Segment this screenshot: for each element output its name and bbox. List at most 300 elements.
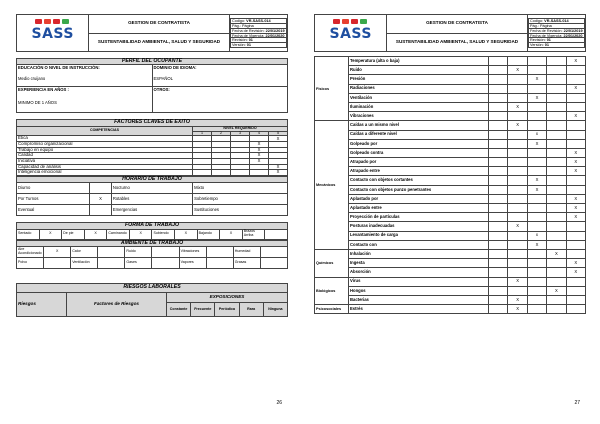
competencia-name: Compromiso organizacional — [17, 142, 193, 148]
ambiente-item: Vibraciones — [179, 247, 206, 258]
horario-cell: Diurno — [17, 183, 90, 194]
level-mark: X — [269, 164, 288, 170]
exposure-mark — [527, 286, 546, 295]
risk-row — [315, 259, 586, 268]
perfil-table — [16, 58, 288, 113]
exposure-mark: x — [527, 231, 546, 240]
risk-row — [315, 286, 586, 295]
exposure-mark — [547, 112, 566, 121]
exposure-mark — [527, 204, 546, 213]
exposure-mark — [527, 66, 546, 75]
exposure-mark — [527, 148, 546, 157]
exposure-mark — [489, 121, 508, 130]
level-col: 2 — [212, 131, 231, 136]
riesgos-col: Riesgos — [17, 293, 67, 317]
exposure-mark: X — [566, 259, 585, 268]
competencia-row — [17, 170, 288, 176]
risk-factor: Estrés — [349, 305, 489, 314]
exposure-mark: X — [508, 295, 527, 304]
idioma-value: ESPAÑOL — [153, 75, 173, 81]
risk-row — [315, 268, 586, 277]
exposure-mark — [527, 84, 546, 93]
risk-factor: Caídas a un mismo nivel — [349, 121, 489, 130]
exposure-mark — [566, 277, 585, 286]
exposure-mark — [489, 249, 508, 258]
exposure-mark — [489, 185, 508, 194]
risk-row — [315, 231, 586, 240]
otros-label: OTROS: — [153, 87, 170, 93]
forma-table — [16, 222, 288, 239]
competencias-header: COMPETENCIAS — [17, 126, 193, 136]
ambiente-title: AMBIENTE DE TRABAJO — [17, 240, 288, 246]
header-title: GESTION DE CONTRATISTA — [387, 15, 528, 34]
exposure-mark — [547, 130, 566, 139]
exposure-mark — [508, 75, 527, 84]
risk-row — [315, 305, 586, 314]
page-number: 27 — [574, 400, 580, 406]
level-mark: X — [250, 142, 269, 148]
risk-row — [315, 194, 586, 203]
ambiente-item: Humedad — [233, 247, 260, 258]
header-subtitle: SUSTENTABILIDAD AMBIENTAL, SALUD Y SEGURIDAD — [89, 33, 230, 52]
exposure-mark — [508, 57, 527, 66]
exposure-mark — [566, 130, 585, 139]
exposure-mark — [566, 121, 585, 130]
risk-factor: Contacto con — [349, 240, 489, 249]
level-mark — [193, 170, 212, 176]
risk-factor: Presión — [349, 75, 489, 84]
horario-mark: X — [90, 194, 112, 205]
forma-mark: X — [84, 229, 107, 239]
risk-factor: Aplastado por — [349, 194, 489, 203]
header-meta: Codigo: VR-SASS-014 Pág.: Página Fecha de Revisión: 22/01/2019 Fecha de Vigencia: 22/01/2020 Revisión: 01 Versión: 01 — [232, 18, 285, 48]
exposure-mark — [527, 222, 546, 231]
horario-mark — [90, 205, 112, 216]
exposure-mark: X — [508, 222, 527, 231]
factores-table — [16, 119, 288, 175]
exposure-mark: X — [566, 268, 585, 277]
exposure-mark — [547, 93, 566, 102]
exposure-mark — [508, 167, 527, 176]
riesgos-title: RIESGOS LABORALES — [17, 284, 288, 293]
risk-row — [315, 121, 586, 130]
exposure-mark — [547, 268, 566, 277]
exposure-mark — [566, 240, 585, 249]
forma-title: FORMA DE TRABAJO — [17, 223, 288, 229]
exposure-mark — [508, 259, 527, 268]
ambiente-mark — [98, 258, 125, 269]
ambiente-item: Ruido — [125, 247, 152, 258]
level-mark: X — [250, 147, 269, 153]
exposure-mark — [547, 167, 566, 176]
exposure-mark — [489, 268, 508, 277]
exposure-mark — [508, 231, 527, 240]
nivel-header: NIVEL REQUERIDO — [193, 126, 288, 131]
level-col: 4 — [250, 131, 269, 136]
risk-row — [315, 84, 586, 93]
exposure-mark: X — [508, 277, 527, 286]
competencia-name: Trabajo en equipo — [17, 147, 193, 153]
forma-item: Sentado — [17, 229, 40, 239]
exposure-mark: X — [508, 305, 527, 314]
risk-row — [315, 249, 586, 258]
exposure-mark: X — [508, 121, 527, 130]
exposure-mark — [566, 66, 585, 75]
exposure-mark — [508, 240, 527, 249]
risk-factor: Temperatura (alta o baja) — [349, 57, 489, 66]
ambiente-item: Gases — [125, 258, 152, 269]
exposure-mark — [547, 213, 566, 222]
exposure-mark — [547, 75, 566, 84]
exposure-mark — [547, 57, 566, 66]
exposure-mark — [489, 213, 508, 222]
ambiente-mark — [206, 258, 233, 269]
risk-category: Mecánicos — [315, 121, 349, 250]
ambiente-item: Aire Acondicionado — [17, 247, 44, 258]
header-title: GESTION DE CONTRATISTA — [89, 15, 230, 34]
exposure-mark — [489, 148, 508, 157]
exposure-mark — [508, 158, 527, 167]
document-header — [16, 14, 288, 52]
risk-row — [315, 66, 586, 75]
exposure-mark — [489, 240, 508, 249]
exposure-mark — [527, 112, 546, 121]
risk-factor: Ventilación — [349, 93, 489, 102]
header-subtitle: SUSTENTABILIDAD AMBIENTAL, SALUD Y SEGURIDAD — [387, 33, 528, 52]
exposure-mark: X — [508, 102, 527, 111]
exposure-mark: X — [566, 112, 585, 121]
exposure-mark — [547, 139, 566, 148]
exposure-mark — [547, 194, 566, 203]
competencia-name: Etica — [17, 136, 193, 142]
perfil-title: PERFIL DEL OCUPANTE — [17, 59, 288, 65]
exposure-mark — [566, 295, 585, 304]
ambiente-table — [16, 240, 288, 269]
exposure-mark: X — [566, 158, 585, 167]
exposure-mark — [508, 93, 527, 102]
exposure-col: Rara — [239, 303, 263, 317]
ambiente-mark: X — [44, 247, 71, 258]
exposure-mark — [527, 194, 546, 203]
exposure-mark: x — [527, 130, 546, 139]
level-col: 3 — [231, 131, 250, 136]
risk-row — [315, 185, 586, 194]
risk-row — [315, 240, 586, 249]
sass-logo: SASS — [326, 17, 376, 47]
exposure-mark — [527, 213, 546, 222]
risk-category: Fisicos — [315, 57, 349, 121]
forma-item: Subiendo — [152, 229, 175, 239]
exposure-mark — [547, 305, 566, 314]
exposure-mark — [508, 185, 527, 194]
ambiente-item: Vapores — [179, 258, 206, 269]
risk-factor: Iluminación — [349, 102, 489, 111]
exposure-mark: X — [566, 84, 585, 93]
competencia-name: Inteligencia emocional — [17, 170, 193, 176]
exposure-mark — [547, 295, 566, 304]
exposure-mark — [489, 295, 508, 304]
exp-value: MINIMO DE 1 AÑOS — [18, 99, 57, 105]
exposure-mark: X — [566, 194, 585, 203]
ambiente-item: Calor — [71, 247, 98, 258]
document-header — [314, 14, 586, 52]
exposure-mark — [508, 204, 527, 213]
exposure-mark — [508, 213, 527, 222]
exposure-mark — [489, 231, 508, 240]
exposure-mark — [527, 295, 546, 304]
exposure-mark: X — [566, 213, 585, 222]
factores-col: Factores de Riesgos — [67, 293, 167, 317]
ambiente-mark — [152, 247, 179, 258]
horario-table — [16, 176, 288, 216]
risk-row — [315, 204, 586, 213]
exposure-mark — [566, 231, 585, 240]
exposure-mark: X — [508, 66, 527, 75]
exposure-mark — [508, 286, 527, 295]
factores-title: FACTORES CLAVES DE EXITO — [17, 120, 288, 126]
exposure-mark — [547, 185, 566, 194]
exposure-mark — [566, 286, 585, 295]
risk-factor: Radiaciones — [349, 84, 489, 93]
horario-cell: Sobretiempo — [193, 194, 288, 205]
risk-row — [315, 102, 586, 111]
exposure-mark — [547, 121, 566, 130]
risk-factor: Golpeado por — [349, 139, 489, 148]
exposure-col: Ninguna — [263, 303, 287, 317]
exposure-mark: X — [566, 167, 585, 176]
exposure-mark — [489, 194, 508, 203]
exposure-mark — [527, 158, 546, 167]
forma-item: De pie — [62, 229, 85, 239]
exposure-mark: X — [547, 286, 566, 295]
exposure-mark — [489, 259, 508, 268]
exposure-mark — [547, 204, 566, 213]
exposure-mark — [547, 240, 566, 249]
exposure-mark — [489, 66, 508, 75]
risk-row — [315, 93, 586, 102]
exposure-mark — [527, 102, 546, 111]
exposure-mark — [508, 84, 527, 93]
exposure-mark — [566, 249, 585, 258]
exposure-mark — [566, 75, 585, 84]
exposure-mark — [547, 277, 566, 286]
risk-category: Químicos — [315, 249, 349, 277]
exposure-mark — [489, 286, 508, 295]
risk-factor: Virus — [349, 277, 489, 286]
exposure-mark — [566, 102, 585, 111]
exposure-mark — [508, 176, 527, 185]
forma-mark: X — [39, 229, 62, 239]
exp-label: EXPERIENCIA EN AÑOS : — [18, 87, 69, 93]
risk-factor: Proyección de partículas — [349, 213, 489, 222]
ambiente-mark — [44, 258, 71, 269]
risk-row — [315, 158, 586, 167]
risk-factor: Caídas a diferente nivel — [349, 130, 489, 139]
exposure-mark — [527, 167, 546, 176]
exposure-mark: X — [527, 176, 546, 185]
ambiente-mark — [260, 247, 287, 258]
exposure-mark: X — [547, 249, 566, 258]
exposure-mark — [547, 222, 566, 231]
level-mark — [250, 170, 269, 176]
exposure-mark — [547, 102, 566, 111]
riesgos-table — [16, 283, 288, 317]
risk-factor: Aplastado entre — [349, 204, 489, 213]
forma-item: Caminando — [107, 229, 130, 239]
risk-factor: Contacto con objetos punzo penetrantes — [349, 185, 489, 194]
exposure-mark: X — [527, 93, 546, 102]
risk-factor: Golpeado contra — [349, 148, 489, 157]
exposiciones-header: EXPOSICIONES — [167, 293, 288, 303]
forma-mark: X — [129, 229, 152, 239]
exposure-mark — [527, 57, 546, 66]
exposure-mark — [547, 66, 566, 75]
horario-cell: Eventual — [17, 205, 90, 216]
risk-factor: Atrapado entre — [349, 167, 489, 176]
exposure-mark — [508, 194, 527, 203]
forma-mark — [265, 229, 288, 239]
exposure-mark — [508, 130, 527, 139]
exposure-mark — [489, 57, 508, 66]
ambiente-item: Grasas — [233, 258, 260, 269]
exposure-mark — [508, 249, 527, 258]
exposure-mark — [527, 259, 546, 268]
forma-item: Bajando — [197, 229, 220, 239]
ambiente-mark — [98, 247, 125, 258]
exposure-mark — [527, 305, 546, 314]
forma-item: Brazos Arriba — [242, 229, 265, 239]
edu-value: Medio cruijano — [18, 75, 46, 81]
exposure-col: Constante — [167, 303, 191, 317]
exposure-mark — [527, 249, 546, 258]
horario-cell: Mixto — [193, 183, 288, 194]
level-mark — [231, 170, 250, 176]
horario-cell: Emergencias — [111, 205, 192, 216]
horario-title: HORARIO DE TRABAJO — [17, 176, 288, 182]
page-left — [16, 14, 288, 406]
risk-row — [315, 167, 586, 176]
risk-factor: Bacterias — [349, 295, 489, 304]
exposure-mark: X — [527, 75, 546, 84]
exposure-mark — [566, 305, 585, 314]
exposure-mark — [547, 84, 566, 93]
edu-label: EDUCACIÓN O NIVEL DE INSTRUCCIÓN: — [18, 65, 100, 71]
exposure-mark — [547, 158, 566, 167]
risk-row — [315, 148, 586, 157]
exposure-mark — [566, 222, 585, 231]
risk-factor: Contacto con objetos cortantes — [349, 176, 489, 185]
exposure-mark — [489, 130, 508, 139]
exposure-mark — [489, 176, 508, 185]
level-col: 1 — [193, 131, 212, 136]
exposure-mark — [527, 121, 546, 130]
exposure-mark: X — [527, 139, 546, 148]
risk-row — [315, 130, 586, 139]
level-col: 5 — [269, 131, 288, 136]
exposure-mark — [489, 93, 508, 102]
idioma-label: DOMINIO DE IDIOMA: — [153, 65, 197, 71]
logo-cell — [17, 15, 89, 52]
ambiente-item: Polvo — [17, 258, 44, 269]
exposure-mark — [489, 277, 508, 286]
exposure-mark — [566, 139, 585, 148]
risk-row — [315, 295, 586, 304]
exposure-mark — [566, 185, 585, 194]
competencia-name: Iniciativa — [17, 158, 193, 164]
risk-factor: Hongos — [349, 286, 489, 295]
exposure-mark — [489, 167, 508, 176]
risk-category: Psicosociales — [315, 305, 349, 314]
exposure-mark — [508, 139, 527, 148]
exposure-mark: X — [566, 57, 585, 66]
exposure-mark — [489, 222, 508, 231]
level-mark: X — [269, 170, 288, 176]
horario-mark — [90, 183, 112, 194]
exposure-mark — [547, 259, 566, 268]
level-mark: X — [250, 153, 269, 159]
risk-factor: Atrapado por — [349, 158, 489, 167]
horario-cell: Nocturno — [111, 183, 192, 194]
risk-factor: Vibraciones — [349, 112, 489, 121]
exposure-mark: X — [566, 204, 585, 213]
exposure-mark — [489, 84, 508, 93]
exposure-mark — [527, 277, 546, 286]
level-mark: X — [250, 158, 269, 164]
level-mark — [212, 170, 231, 176]
risk-row — [315, 213, 586, 222]
exposure-mark — [508, 148, 527, 157]
exposure-mark — [489, 102, 508, 111]
exposure-mark — [566, 176, 585, 185]
competencia-name: Capacidad de análisis — [17, 164, 193, 170]
exposure-mark — [547, 148, 566, 157]
risk-detail-table — [314, 56, 586, 314]
exposure-mark — [489, 75, 508, 84]
horario-cell: Rotables — [111, 194, 192, 205]
exposure-mark — [489, 158, 508, 167]
risk-factor: Posturas inadecuadas — [349, 222, 489, 231]
risk-row — [315, 277, 586, 286]
ambiente-mark — [206, 247, 233, 258]
forma-mark: X — [175, 229, 198, 239]
exposure-mark — [527, 268, 546, 277]
exposure-mark — [489, 204, 508, 213]
exposure-mark — [508, 268, 527, 277]
horario-cell: Sustituciones — [193, 205, 288, 216]
exposure-mark — [489, 139, 508, 148]
risk-factor: Levantamiento de carga — [349, 231, 489, 240]
exposure-mark — [489, 305, 508, 314]
risk-row — [315, 112, 586, 121]
exposure-mark — [547, 176, 566, 185]
level-mark: X — [269, 136, 288, 142]
risk-factor: Ruido — [349, 66, 489, 75]
logo-cell — [315, 15, 387, 52]
risk-row — [315, 75, 586, 84]
exposure-col: Frecuente — [191, 303, 215, 317]
exposure-mark — [547, 231, 566, 240]
exposure-mark: X — [566, 148, 585, 157]
exposure-mark: X — [527, 240, 546, 249]
exposure-mark — [566, 93, 585, 102]
exposure-mark — [508, 112, 527, 121]
header-meta: Codigo: VR-SASS-014 Pág.: Página Fecha de Revisión: 22/01/2019 Fecha de Vigencia: 22/01/2020 Revisión: 01 Versión: 01 — [530, 18, 583, 48]
sass-logo: SASS — [28, 17, 78, 47]
risk-category: Biológicos — [315, 277, 349, 305]
horario-cell: Por Turnos — [17, 194, 90, 205]
forma-mark: X — [220, 229, 243, 239]
risk-row — [315, 57, 586, 66]
